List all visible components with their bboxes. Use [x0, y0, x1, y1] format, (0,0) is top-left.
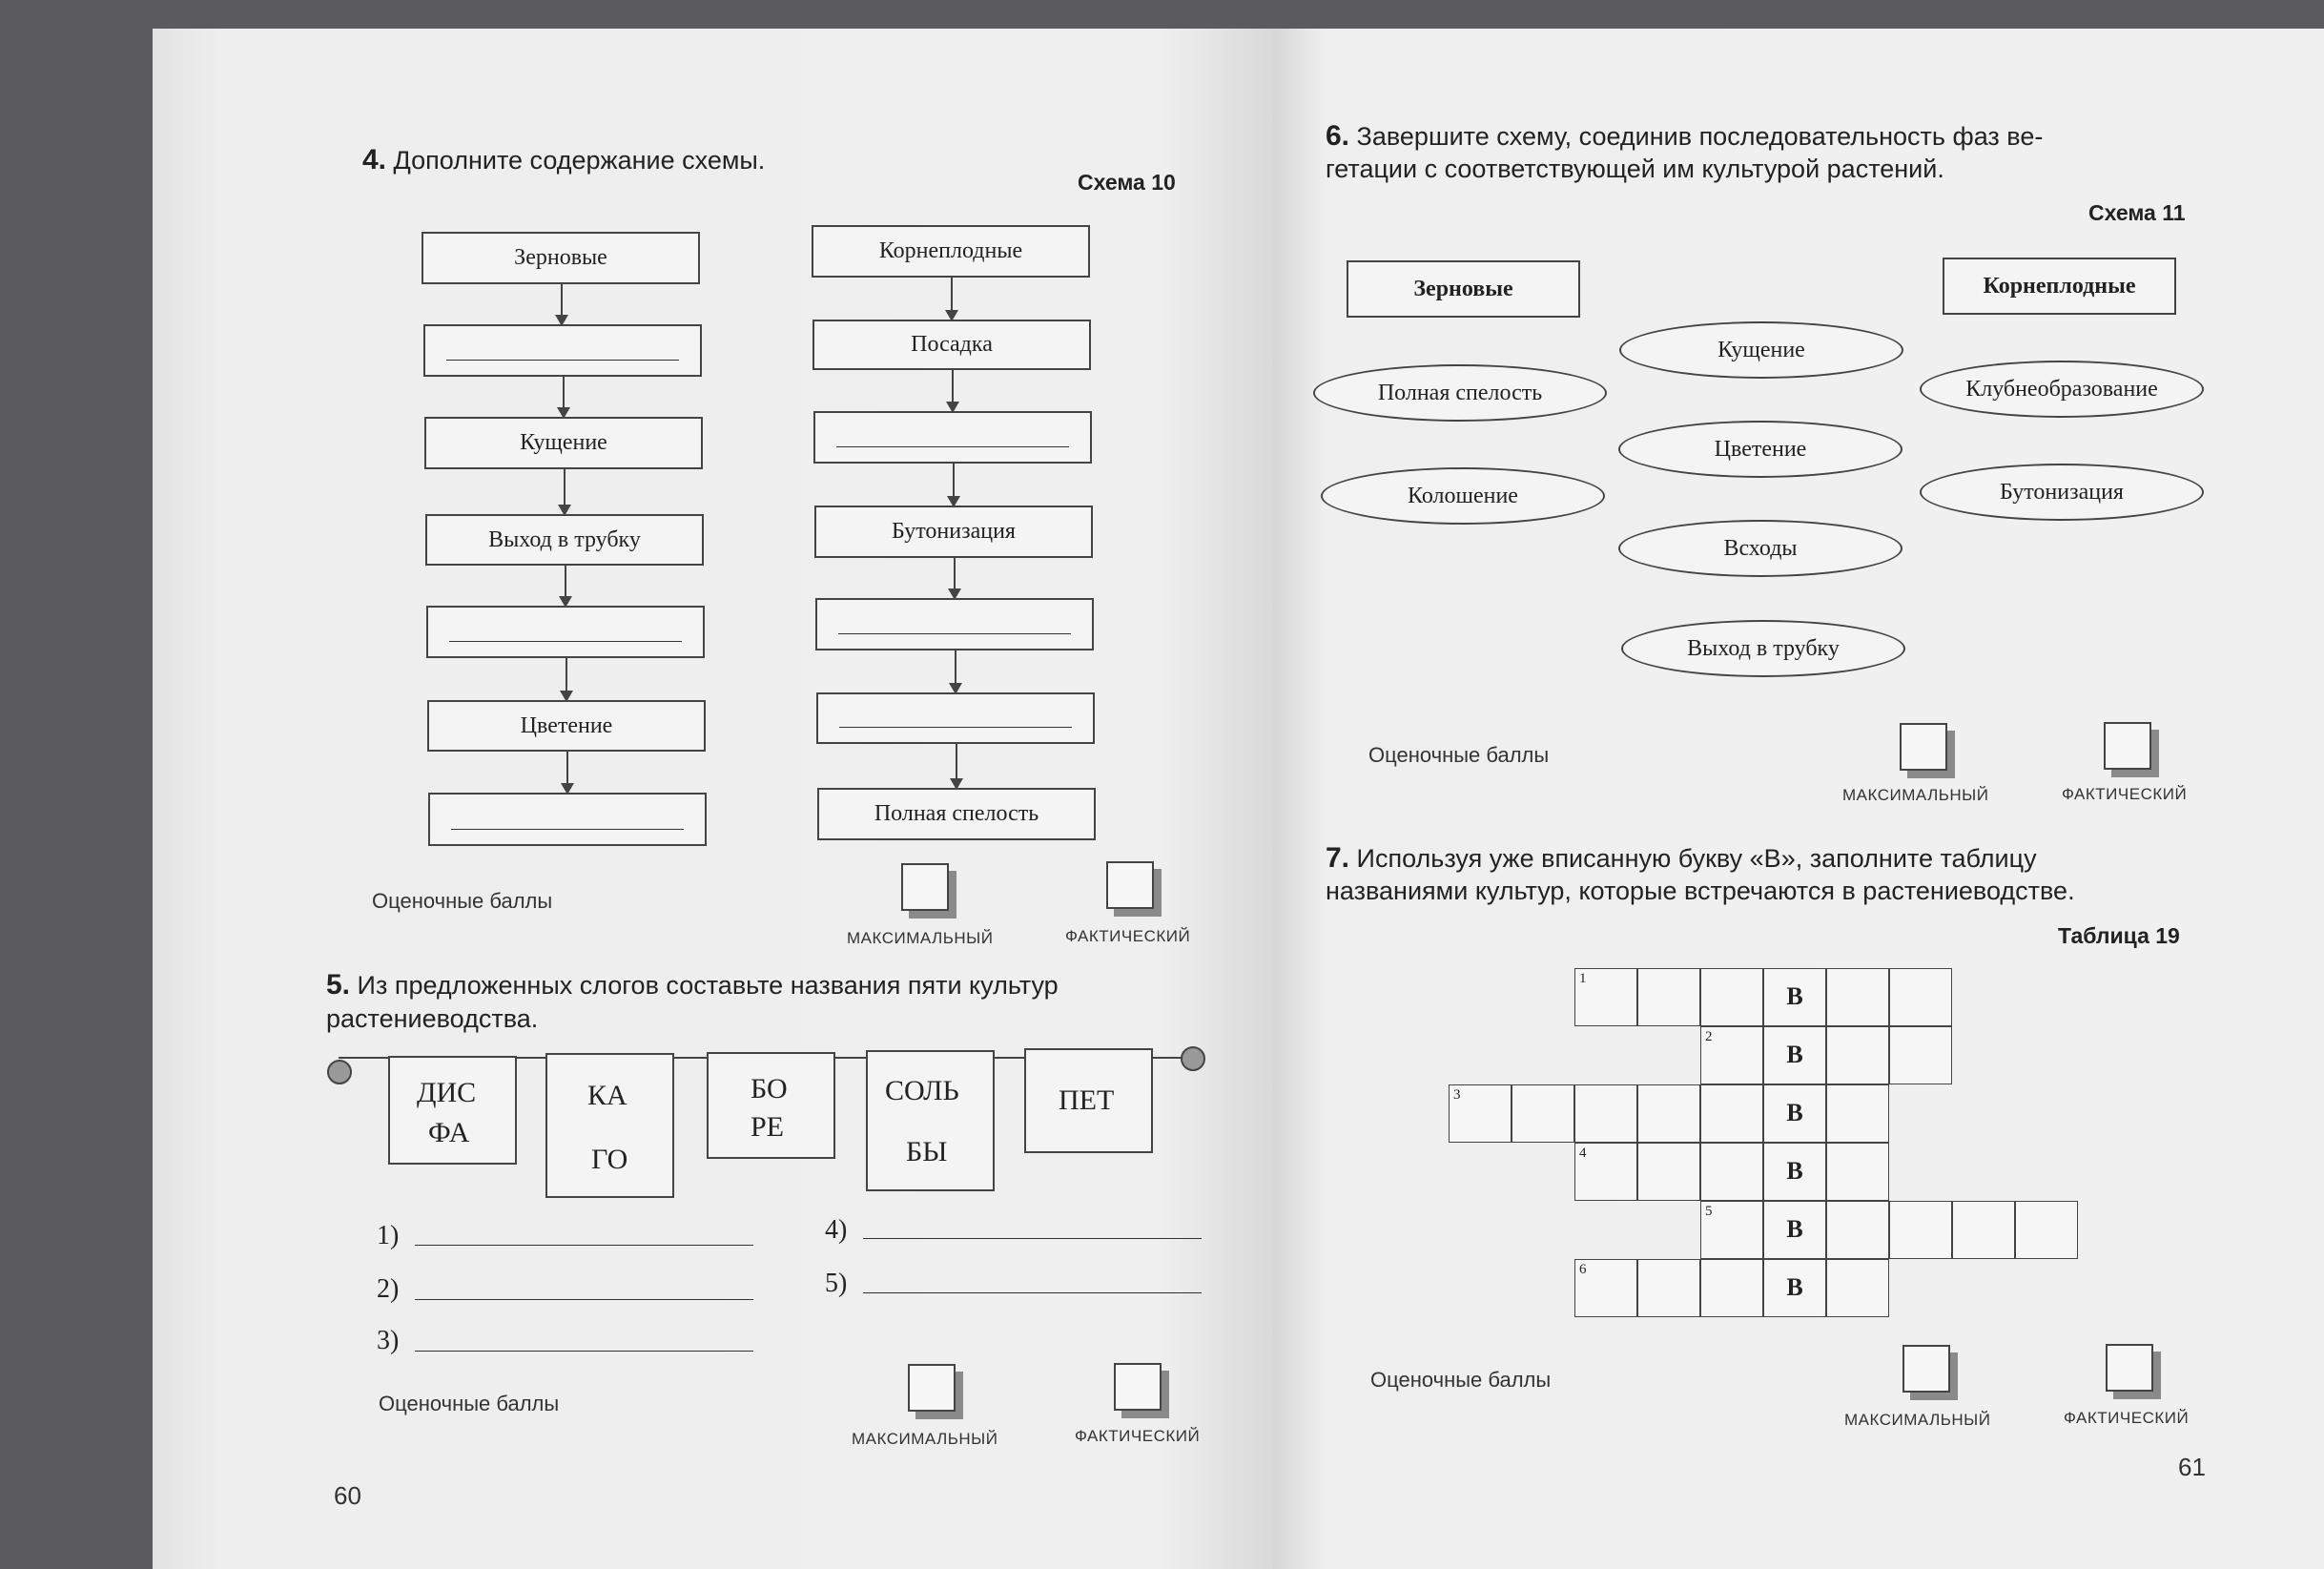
given-letter: В	[1786, 1215, 1803, 1243]
flow-arrow	[955, 650, 956, 692]
crossword-cell[interactable]	[1763, 1143, 1826, 1201]
left-page	[153, 29, 1273, 1569]
task7-heading-cont: названиями культур, которые встречаются в растениеводстве.	[1326, 877, 2075, 905]
crossword-cell[interactable]	[1889, 1026, 1952, 1084]
syllable-card	[1024, 1048, 1153, 1153]
crossword-cell[interactable]	[1763, 1026, 1826, 1084]
max-score-caption: МАКСИМАЛЬНЫЙ	[852, 1430, 998, 1448]
actual-score-box[interactable]	[1114, 1363, 1162, 1411]
row-number: 2	[1705, 1029, 1713, 1044]
crossword-cell[interactable]	[1763, 968, 1826, 1026]
crossword-cell[interactable]	[1826, 1084, 1889, 1143]
flow-arrow	[951, 278, 953, 320]
max-score-box[interactable]	[901, 863, 949, 911]
syllable-top: БО	[751, 1073, 788, 1104]
flow-arrow	[953, 464, 955, 506]
crossword-cell[interactable]	[1637, 968, 1700, 1026]
task7-heading: 7. Используя уже вписанную букву «В», заполните таблицу	[1326, 842, 2037, 874]
syllable-card	[545, 1053, 674, 1198]
answer-line[interactable]	[415, 1299, 753, 1300]
crossword-cell[interactable]	[1574, 1143, 1637, 1201]
flow-arrow	[956, 744, 957, 788]
schema10-blank-box[interactable]	[423, 324, 702, 377]
score-label: Оценочные баллы	[379, 1392, 560, 1415]
max-score-box[interactable]	[1902, 1345, 1950, 1393]
syllable-bottom: ГО	[591, 1144, 628, 1175]
syllable-bottom: РЕ	[751, 1111, 785, 1143]
max-score-box[interactable]	[1900, 723, 1947, 771]
flow-arrow	[952, 370, 954, 411]
task5-heading-cont: растениеводства.	[326, 1004, 539, 1033]
crossword-cell[interactable]	[1826, 1143, 1889, 1201]
crossword-cell[interactable]	[1826, 968, 1889, 1026]
given-letter: В	[1786, 1157, 1803, 1185]
schema10-box: Корнеплодные	[812, 225, 1090, 278]
flow-arrow	[564, 469, 566, 514]
phase-oval[interactable]: Бутонизация	[1920, 464, 2204, 521]
schema10-box: Бутонизация	[814, 506, 1093, 558]
given-letter: В	[1786, 1041, 1803, 1068]
answer-number: 2)	[377, 1274, 400, 1304]
crossword-cell[interactable]	[1574, 968, 1637, 1026]
answer-line[interactable]	[415, 1245, 753, 1246]
syllable-bottom: БЫ	[906, 1136, 948, 1167]
schema10-blank-box[interactable]	[428, 793, 707, 846]
row-number: 1	[1579, 971, 1587, 986]
phase-oval[interactable]: Колошение	[1321, 467, 1605, 525]
flow-arrow	[954, 558, 956, 598]
crossword-cell[interactable]	[1700, 1143, 1763, 1201]
score-label: Оценочные баллы	[372, 889, 553, 913]
syllable-card	[388, 1056, 517, 1165]
answer-number: 3)	[377, 1326, 400, 1355]
crossword-cell[interactable]	[1700, 1201, 1763, 1259]
row-number: 3	[1453, 1087, 1461, 1103]
schema10-box: Зерновые	[422, 232, 700, 284]
phase-oval[interactable]: Выход в трубку	[1621, 620, 1905, 677]
crossword-cell[interactable]	[1826, 1201, 1889, 1259]
schema11-label: Схема 11	[2088, 200, 2186, 225]
crossword-cell[interactable]	[1763, 1201, 1826, 1259]
rail-pin-left	[327, 1060, 352, 1084]
max-score-caption: МАКСИМАЛЬНЫЙ	[1842, 786, 1989, 804]
crossword-cell[interactable]	[1826, 1026, 1889, 1084]
task6-heading: 6. Завершите схему, соединив последовательность фаз ве-	[1326, 120, 2044, 152]
given-letter: В	[1786, 982, 1803, 1010]
syllable-top: ДИС	[417, 1077, 477, 1108]
task6-heading-cont: гетации с соответствующей им культурой растений.	[1326, 155, 1944, 183]
phase-oval[interactable]: Кущение	[1619, 321, 1903, 379]
syllable-card	[707, 1052, 835, 1159]
answer-line[interactable]	[863, 1238, 1202, 1239]
crossword-cell[interactable]	[1574, 1259, 1637, 1317]
actual-score-box[interactable]	[2106, 1344, 2153, 1392]
syllable-top: СОЛЬ	[885, 1075, 959, 1106]
given-letter: В	[1786, 1099, 1803, 1126]
phase-oval[interactable]: Всходы	[1618, 520, 1902, 577]
schema10-blank-box[interactable]	[816, 692, 1095, 744]
actual-score-caption: ФАКТИЧЕСКИЙ	[1065, 927, 1191, 945]
schema10-blank-box[interactable]	[426, 606, 705, 658]
phase-oval[interactable]: Клубнеобразование	[1920, 361, 2204, 418]
row-number: 5	[1705, 1204, 1713, 1219]
schema10-box: Посадка	[812, 320, 1091, 370]
schema10-label: Схема 10	[1078, 170, 1176, 195]
flow-arrow	[563, 377, 565, 417]
crop-box-root: Корнеплодные	[1943, 258, 2176, 315]
phase-oval[interactable]: Цветение	[1618, 421, 1902, 478]
flow-arrow	[566, 752, 568, 793]
score-label: Оценочные баллы	[1368, 743, 1550, 767]
crossword-cell[interactable]	[1889, 968, 1952, 1026]
crossword-cell[interactable]	[1574, 1084, 1637, 1143]
task4-heading: 4. Дополните содержание схемы.	[362, 144, 766, 175]
page-number: 61	[2178, 1453, 2206, 1481]
actual-score-caption: ФАКТИЧЕСКИЙ	[1075, 1427, 1201, 1445]
actual-score-box[interactable]	[2104, 722, 2151, 770]
answer-number: 1)	[377, 1221, 400, 1250]
schema10-box: Полная спелость	[817, 788, 1096, 840]
row-number: 6	[1579, 1262, 1587, 1277]
actual-score-box[interactable]	[1106, 861, 1154, 909]
schema10-box: Кущение	[424, 417, 703, 469]
crossword-cell[interactable]	[1637, 1143, 1700, 1201]
crossword-cell[interactable]	[1889, 1201, 1952, 1259]
crossword-cell[interactable]	[1512, 1084, 1574, 1143]
answer-line[interactable]	[415, 1351, 753, 1352]
crossword-cell[interactable]	[1700, 1026, 1763, 1084]
crossword-cell[interactable]	[1763, 1084, 1826, 1143]
crop-box-grain: Зерновые	[1347, 260, 1580, 318]
answer-number: 5)	[825, 1269, 848, 1298]
crossword-cell[interactable]	[1700, 1259, 1763, 1317]
actual-score-caption: ФАКТИЧЕСКИЙ	[2062, 785, 2188, 803]
answer-number: 4)	[825, 1215, 848, 1245]
syllable-top: КА	[587, 1080, 627, 1111]
crossword-cell[interactable]	[1952, 1201, 2015, 1259]
schema10-blank-box[interactable]	[815, 598, 1094, 650]
max-score-caption: МАКСИМАЛЬНЫЙ	[1844, 1411, 1991, 1429]
row-number: 4	[1579, 1146, 1587, 1161]
crossword-cell[interactable]	[1637, 1084, 1700, 1143]
syllable-card	[866, 1050, 995, 1191]
phase-oval[interactable]: Полная спелость	[1313, 364, 1607, 422]
crossword-cell[interactable]	[1826, 1259, 1889, 1317]
flow-arrow	[566, 658, 567, 700]
crossword-cell[interactable]	[1700, 1084, 1763, 1143]
task5-heading: 5. Из предложенных слогов составьте названия пяти культур	[326, 969, 1059, 1001]
crossword-cell[interactable]	[1700, 968, 1763, 1026]
max-score-caption: МАКСИМАЛЬНЫЙ	[847, 929, 994, 947]
schema10-box: Цветение	[427, 700, 706, 752]
schema10-box: Выход в трубку	[425, 514, 704, 566]
rail-pin-right	[1181, 1046, 1205, 1071]
crossword-cell[interactable]	[1637, 1259, 1700, 1317]
crossword-cell[interactable]	[1449, 1084, 1512, 1143]
actual-score-caption: ФАКТИЧЕСКИЙ	[2064, 1409, 2190, 1427]
crossword-cell[interactable]	[2015, 1201, 2078, 1259]
answer-line[interactable]	[863, 1292, 1202, 1293]
flow-arrow	[565, 566, 566, 606]
schema10-blank-box[interactable]	[813, 411, 1092, 464]
max-score-box[interactable]	[908, 1364, 956, 1412]
given-letter: В	[1786, 1273, 1803, 1301]
crossword-cell[interactable]	[1763, 1259, 1826, 1317]
flow-arrow	[561, 284, 563, 324]
page-number: 60	[334, 1481, 361, 1510]
score-label: Оценочные баллы	[1370, 1368, 1552, 1392]
table19-label: Таблица 19	[2058, 923, 2180, 948]
syllable-bottom: ФА	[428, 1117, 470, 1148]
syllable-top: ПЕТ	[1059, 1084, 1115, 1116]
